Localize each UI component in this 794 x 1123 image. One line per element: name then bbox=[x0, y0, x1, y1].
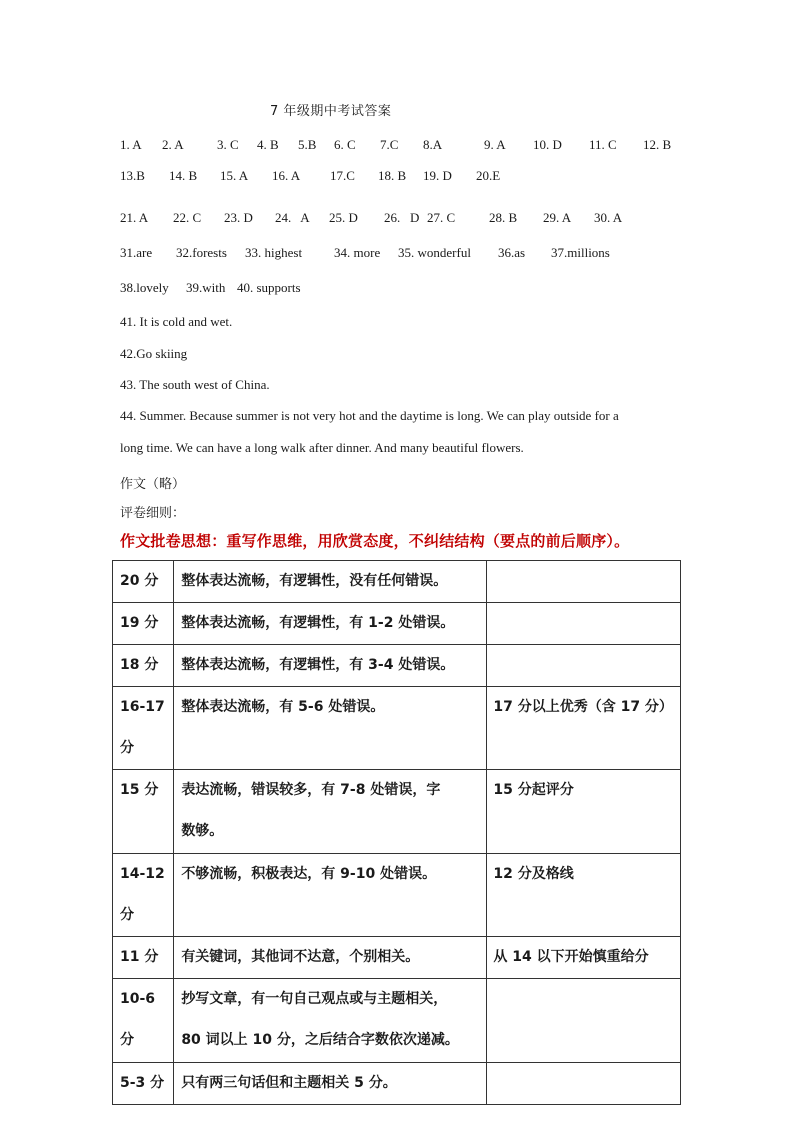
rubric-note: 17 分以上优秀（含 17 分） bbox=[487, 687, 681, 770]
rubric-note bbox=[487, 561, 681, 603]
rubric-description-line: 80 词以上 10 分，之后结合字数依次递减。 bbox=[181, 1032, 459, 1048]
rubric-description bbox=[174, 1063, 487, 1105]
answer-item: 34. more bbox=[334, 245, 381, 260]
grading-principle: 作文批卷思想：重写作思维，用欣赏态度，不纠结结构（要点的前后顺序）。 bbox=[120, 532, 630, 550]
answer-item: 4. B bbox=[257, 137, 279, 152]
answer-item: 3. C bbox=[217, 137, 239, 152]
rubric-row bbox=[113, 603, 681, 645]
rubric-description-line: 有关键词，其他词不达意，个别相关。 bbox=[181, 949, 420, 965]
answer-item: 16. A bbox=[272, 168, 301, 183]
rubric-note: 12 分及格线 bbox=[487, 854, 681, 937]
answer-item: 11. C bbox=[589, 137, 617, 152]
answer-41: 41. It is cold and wet. bbox=[120, 314, 233, 329]
rubric-description-line: 不够流畅，积极表达，有 9-10 处错误。 bbox=[181, 866, 437, 882]
answer-item: 2. A bbox=[162, 137, 184, 152]
rubric-score: 10-6 分 bbox=[113, 979, 174, 1063]
rubric-description bbox=[174, 603, 487, 645]
answer-item: 29. A bbox=[543, 210, 572, 225]
answer-item: 13.B bbox=[120, 168, 145, 183]
rubric-note bbox=[487, 603, 681, 645]
rubric-description bbox=[174, 854, 487, 937]
answer-item: 6. C bbox=[334, 137, 356, 152]
rubric-score: 11 分 bbox=[113, 937, 174, 979]
rubric-description-line: 整体表达流畅，有逻辑性，有 3-4 处错误。 bbox=[181, 657, 455, 673]
rubric-score: 5-3 分 bbox=[113, 1063, 174, 1105]
rubric-description-line: 表达流畅，错误较多，有 7-8 处错误，字 bbox=[181, 782, 441, 798]
document-title: 7 年级期中考试答案 bbox=[270, 104, 392, 119]
answer-42: 42.Go skiing bbox=[120, 346, 188, 361]
rubric-row bbox=[113, 979, 681, 1063]
rubric-description-line: 整体表达流畅，有 5-6 处错误。 bbox=[181, 699, 385, 715]
answer-item: 36.as bbox=[498, 245, 526, 260]
rubric-row bbox=[113, 854, 681, 937]
answer-item: 38.lovely bbox=[120, 280, 169, 295]
answer-item: 10. D bbox=[533, 137, 562, 152]
answer-item: 17.C bbox=[330, 168, 355, 183]
rubric-score: 18 分 bbox=[113, 645, 174, 687]
rubric-description bbox=[174, 770, 487, 854]
answer-44-line-2: long time. We can have a long walk after dinner. And many beautiful flowers. bbox=[120, 440, 524, 455]
answer-item: 25. D bbox=[329, 210, 358, 225]
answer-item: 24. A bbox=[275, 210, 310, 225]
rubric-note bbox=[487, 645, 681, 687]
rubric-description bbox=[174, 979, 487, 1063]
rubric-note: 从 14 以下开始慎重给分 bbox=[487, 937, 681, 979]
answer-item: 9. A bbox=[484, 137, 506, 152]
rubric-score: 20 分 bbox=[113, 561, 174, 603]
rubric-row bbox=[113, 937, 681, 979]
rubric-description-line: 整体表达流畅，有逻辑性，有 1-2 处错误。 bbox=[181, 615, 455, 631]
answer-item: 23. D bbox=[224, 210, 253, 225]
rubric-row bbox=[113, 687, 681, 770]
answer-item: 18. B bbox=[378, 168, 407, 183]
rubric-score: 16-17 分 bbox=[113, 687, 174, 770]
rubric-description bbox=[174, 687, 487, 770]
rubric-description bbox=[174, 937, 487, 979]
answer-item: 33. highest bbox=[245, 245, 303, 260]
answer-item: 27. C bbox=[427, 210, 456, 225]
answer-item: 8.A bbox=[423, 137, 443, 152]
answer-item: 30. A bbox=[594, 210, 623, 225]
rubric-description bbox=[174, 561, 487, 603]
rubric-table bbox=[112, 560, 681, 1105]
rubric-row bbox=[113, 645, 681, 687]
rubric-description-line: 只有两三句话但和主题相关 5 分。 bbox=[181, 1075, 397, 1091]
grading-label: 评卷细则： bbox=[120, 506, 186, 521]
rubric-description bbox=[174, 645, 487, 687]
answer-44-line-1: 44. Summer. Because summer is not very hot and the daytime is long. We can play outside for a bbox=[120, 408, 619, 423]
answer-item: 21. A bbox=[120, 210, 149, 225]
rubric-score: 14-12 分 bbox=[113, 854, 174, 937]
rubric-row bbox=[113, 1063, 681, 1105]
rubric-description-line: 整体表达流畅，有逻辑性，没有任何错误。 bbox=[181, 573, 448, 589]
rubric-row bbox=[113, 561, 681, 603]
answer-item: 40. supports bbox=[237, 280, 301, 295]
rubric-note bbox=[487, 979, 681, 1063]
answer-item: 32.forests bbox=[176, 245, 227, 260]
rubric-note bbox=[487, 1063, 681, 1105]
essay-note: 作文（略） bbox=[120, 477, 186, 492]
rubric-score: 19 分 bbox=[113, 603, 174, 645]
rubric-score: 15 分 bbox=[113, 770, 174, 854]
rubric-note: 15 分起评分 bbox=[487, 770, 681, 854]
answer-item: 35. wonderful bbox=[398, 245, 471, 260]
answer-item: 28. B bbox=[489, 210, 518, 225]
answer-item: 19. D bbox=[423, 168, 452, 183]
answer-item: 37.millions bbox=[551, 245, 610, 260]
answer-item: 20.E bbox=[476, 168, 501, 183]
rubric-row bbox=[113, 770, 681, 854]
answer-item: 26. D bbox=[384, 210, 420, 225]
answer-item: 12. B bbox=[643, 137, 672, 152]
answer-item: 15. A bbox=[220, 168, 249, 183]
rubric-description-line: 抄写文章，有一句自己观点或与主题相关， bbox=[181, 991, 448, 1007]
answer-43: 43. The south west of China. bbox=[120, 377, 270, 392]
rubric-description-line: 数够。 bbox=[181, 823, 224, 839]
answer-item: 22. C bbox=[173, 210, 202, 225]
answer-item: 7.C bbox=[380, 137, 399, 152]
answer-item: 1. A bbox=[120, 137, 142, 152]
answer-item: 14. B bbox=[169, 168, 198, 183]
answer-item: 39.with bbox=[186, 280, 226, 295]
answer-item: 5.B bbox=[298, 137, 317, 152]
answer-item: 31.are bbox=[120, 245, 153, 260]
